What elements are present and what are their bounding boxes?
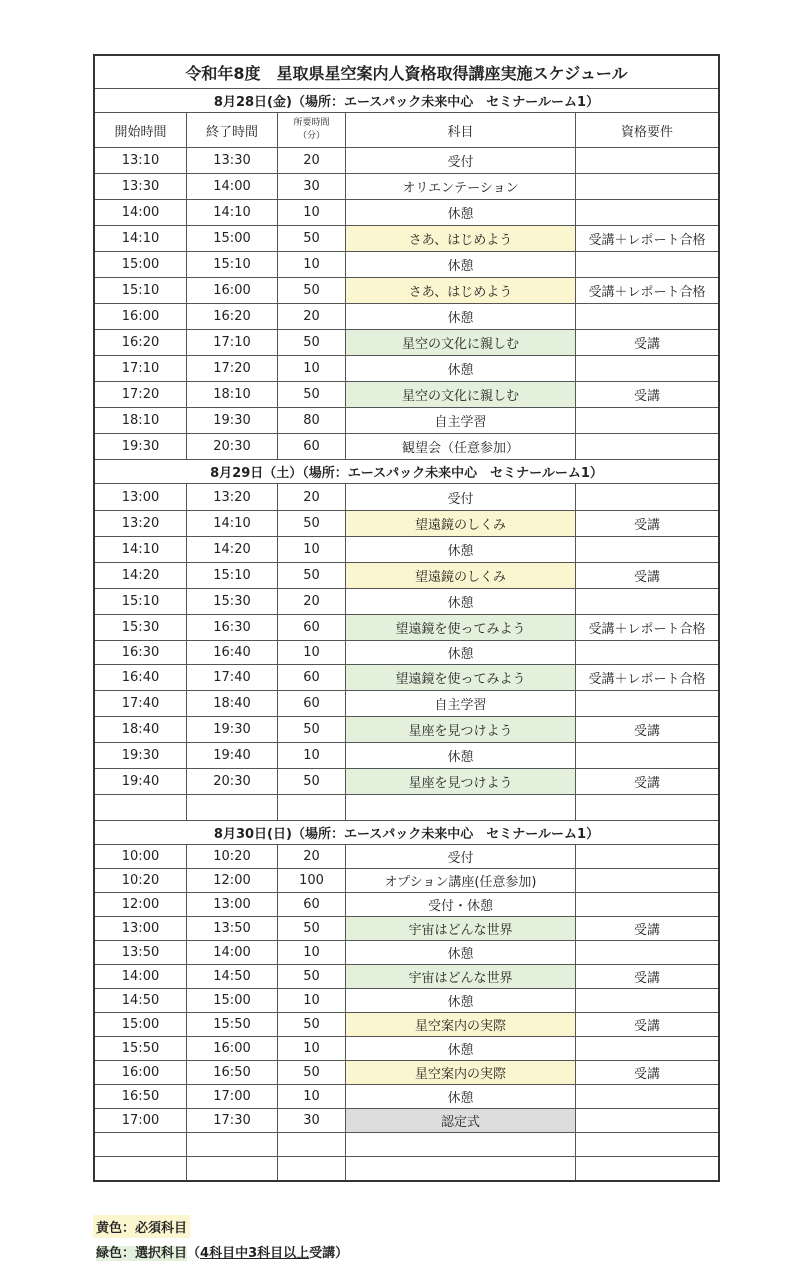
subject-cell <box>345 1133 575 1156</box>
qualification-cell: 受講＋レポート合格 <box>575 226 718 251</box>
start-time-cell: 14:10 <box>121 231 160 246</box>
table-row <box>95 690 718 716</box>
start-time-cell: 18:10 <box>121 413 160 428</box>
duration-cell: 50 <box>277 563 345 588</box>
legend-selective-text: 緑色：選択科目 <box>96 1246 188 1261</box>
start-time-cell: 19:30 <box>121 748 160 763</box>
duration-cell: 60 <box>277 615 345 640</box>
duration-cell: 60 <box>277 665 345 690</box>
duration-cell: 10 <box>277 537 345 562</box>
table-row <box>95 588 718 614</box>
day-label: 8月30日(日)（場所：エースパック未来中心 セミナールーム1） <box>213 827 600 842</box>
duration-cell: 50 <box>277 511 345 536</box>
start-time-cell: 16:50 <box>121 1089 160 1104</box>
end-time-cell: 13:30 <box>186 148 277 173</box>
qualification-cell <box>575 691 718 716</box>
subject-cell: 星座を見つけよう <box>345 717 575 742</box>
subject-cell: さあ、はじめよう <box>345 278 575 303</box>
table-row <box>95 1108 718 1132</box>
subject-cell: さあ、はじめよう <box>345 226 575 251</box>
end-time-cell: 15:00 <box>186 226 277 251</box>
subject-cell <box>345 795 575 820</box>
qualification-cell <box>575 408 718 433</box>
start-time-cell: 13:20 <box>121 516 160 531</box>
duration-cell: 10 <box>277 743 345 768</box>
start-time-cell: 17:00 <box>121 1113 160 1128</box>
end-time-cell: 16:50 <box>186 1061 277 1084</box>
qualification-cell: 受講 <box>575 382 718 407</box>
column-header-row <box>95 112 718 147</box>
header-end: 終了時間 <box>186 113 277 147</box>
table-row <box>95 225 718 251</box>
start-time-cell: 17:40 <box>121 696 160 711</box>
qualification-cell: 受講 <box>575 330 718 355</box>
table-row <box>95 768 718 794</box>
duration-cell: 10 <box>277 252 345 277</box>
qualification-cell <box>575 589 718 614</box>
day-label: 8月29日（土）（場所：エースパック未来中心 セミナールーム1） <box>210 466 603 481</box>
start-time-cell: 15:10 <box>121 594 160 609</box>
duration-cell: 50 <box>277 769 345 794</box>
table-row <box>95 1084 718 1108</box>
end-time-cell: 13:50 <box>186 917 277 940</box>
qualification-cell <box>575 1157 718 1180</box>
start-time-cell <box>95 795 186 820</box>
duration-cell: 20 <box>277 589 345 614</box>
table-row <box>95 1156 718 1180</box>
table-row <box>95 892 718 916</box>
table-row <box>95 964 718 988</box>
start-time-cell: 17:10 <box>121 361 160 376</box>
table-row <box>95 433 718 459</box>
header-subject: 科目 <box>345 113 575 147</box>
legend-required-text: 黄色：必須科目 <box>96 1221 188 1236</box>
qualification-cell <box>575 1109 718 1132</box>
qualification-cell <box>575 304 718 329</box>
duration-cell <box>277 795 345 820</box>
start-time-cell: 15:00 <box>121 1017 160 1032</box>
day-header-row <box>95 88 718 112</box>
qualification-cell <box>575 174 718 199</box>
table-row <box>95 940 718 964</box>
qualification-cell <box>575 148 718 173</box>
qualification-cell <box>575 641 718 664</box>
qualification-cell: 受講 <box>575 1061 718 1084</box>
qualification-cell <box>575 1037 718 1060</box>
table-title-row <box>95 56 718 88</box>
qualification-cell: 受講 <box>575 965 718 988</box>
table-row <box>95 355 718 381</box>
schedule-table <box>93 54 720 1182</box>
end-time-cell: 18:40 <box>186 691 277 716</box>
duration-cell: 10 <box>277 200 345 225</box>
duration-cell: 100 <box>277 869 345 892</box>
table-row <box>95 664 718 690</box>
day-label: 8月28日(金)（場所：エースパック未来中心 セミナールーム1） <box>213 95 600 110</box>
start-time-cell: 17:20 <box>121 387 160 402</box>
duration-cell: 50 <box>277 1061 345 1084</box>
subject-cell: 休憩 <box>345 537 575 562</box>
end-time-cell: 17:40 <box>186 665 277 690</box>
end-time-cell: 14:10 <box>186 200 277 225</box>
duration-cell: 20 <box>277 484 345 510</box>
header-start: 開始時間 <box>114 124 167 140</box>
qualification-cell <box>575 941 718 964</box>
start-time-cell: 13:10 <box>121 153 160 168</box>
subject-cell: 休憩 <box>345 356 575 381</box>
table-row <box>95 303 718 329</box>
legend-selective <box>93 1240 351 1263</box>
qualification-cell <box>575 1085 718 1108</box>
duration-cell: 50 <box>277 917 345 940</box>
subject-cell: 望遠鏡を使ってみよう <box>345 665 575 690</box>
duration-cell: 50 <box>277 717 345 742</box>
end-time-cell: 16:40 <box>186 641 277 664</box>
table-row <box>95 1012 718 1036</box>
header-duration <box>277 113 345 147</box>
start-time-cell: 13:00 <box>121 921 160 936</box>
qualification-cell <box>575 989 718 1012</box>
subject-cell: 休憩 <box>345 941 575 964</box>
table-row <box>95 868 718 892</box>
start-time-cell: 14:00 <box>121 205 160 220</box>
subject-cell: 休憩 <box>345 989 575 1012</box>
start-time-cell <box>95 1133 186 1156</box>
table-row <box>95 716 718 742</box>
qualification-cell: 受講 <box>575 563 718 588</box>
end-time-cell: 19:30 <box>186 717 277 742</box>
duration-cell: 20 <box>277 304 345 329</box>
subject-cell: 休憩 <box>345 1085 575 1108</box>
end-time-cell: 13:00 <box>186 893 277 916</box>
end-time-cell <box>186 795 277 820</box>
start-time-cell: 16:00 <box>121 309 160 324</box>
end-time-cell: 15:10 <box>186 563 277 588</box>
end-time-cell: 14:50 <box>186 965 277 988</box>
qualification-cell <box>575 795 718 820</box>
subject-cell: 受付 <box>345 845 575 868</box>
end-time-cell: 16:00 <box>186 1037 277 1060</box>
qualification-cell <box>575 200 718 225</box>
start-time-cell: 19:30 <box>121 439 160 454</box>
subject-cell: 休憩 <box>345 641 575 664</box>
duration-cell: 30 <box>277 174 345 199</box>
subject-cell: 観望会（任意参加） <box>345 434 575 459</box>
end-time-cell: 19:30 <box>186 408 277 433</box>
end-time-cell: 19:40 <box>186 743 277 768</box>
end-time-cell: 17:10 <box>186 330 277 355</box>
table-row <box>95 147 718 173</box>
start-time-cell: 13:30 <box>121 179 160 194</box>
subject-cell: 受付・休憩 <box>345 893 575 916</box>
duration-cell: 50 <box>277 226 345 251</box>
duration-cell: 50 <box>277 1013 345 1036</box>
subject-cell: 自主学習 <box>345 408 575 433</box>
duration-cell: 80 <box>277 408 345 433</box>
end-time-cell: 15:50 <box>186 1013 277 1036</box>
end-time-cell: 16:30 <box>186 615 277 640</box>
subject-cell: 星空の文化に親しむ <box>345 382 575 407</box>
end-time-cell: 20:30 <box>186 434 277 459</box>
subject-cell: 認定式 <box>345 1109 575 1132</box>
table-row <box>95 562 718 588</box>
end-time-cell: 18:10 <box>186 382 277 407</box>
day-header-row <box>95 459 718 483</box>
day-header-row <box>95 820 718 844</box>
start-time-cell: 15:00 <box>121 257 160 272</box>
subject-cell: 星空案内の実際 <box>345 1013 575 1036</box>
subject-cell: 宇宙はどんな世界 <box>345 965 575 988</box>
subject-cell: オリエンテーション <box>345 174 575 199</box>
table-row <box>95 251 718 277</box>
legend-selective-condition: 4科目中3科目以上 <box>200 1246 310 1261</box>
qualification-cell <box>575 893 718 916</box>
start-time-cell: 14:00 <box>121 969 160 984</box>
duration-cell: 50 <box>277 965 345 988</box>
table-row <box>95 510 718 536</box>
subject-cell <box>345 1157 575 1180</box>
duration-cell: 10 <box>277 641 345 664</box>
duration-cell: 60 <box>277 434 345 459</box>
header-qualification: 資格要件 <box>575 113 718 147</box>
table-row <box>95 640 718 664</box>
table-row <box>95 794 718 820</box>
table-row <box>95 483 718 510</box>
duration-cell: 60 <box>277 691 345 716</box>
table-row <box>95 614 718 640</box>
end-time-cell <box>186 1157 277 1180</box>
subject-cell: 受付 <box>345 148 575 173</box>
table-row <box>95 742 718 768</box>
qualification-cell <box>575 1133 718 1156</box>
table-row <box>95 199 718 225</box>
qualification-cell <box>575 869 718 892</box>
qualification-cell: 受講 <box>575 717 718 742</box>
start-time-cell: 14:50 <box>121 993 160 1008</box>
start-time-cell: 16:00 <box>121 1065 160 1080</box>
subject-cell: 休憩 <box>345 252 575 277</box>
header-duration-top: 所要時間 <box>293 118 330 128</box>
qualification-cell <box>575 434 718 459</box>
start-time-cell: 14:20 <box>121 568 160 583</box>
start-time-cell: 15:50 <box>121 1041 160 1056</box>
end-time-cell: 17:00 <box>186 1085 277 1108</box>
legend-required <box>93 1215 190 1238</box>
subject-cell: オプション講座(任意参加) <box>345 869 575 892</box>
start-time-cell <box>95 1157 186 1180</box>
qualification-cell <box>575 537 718 562</box>
start-time-cell: 10:00 <box>121 849 160 864</box>
end-time-cell: 14:00 <box>186 174 277 199</box>
qualification-cell <box>575 743 718 768</box>
table-row <box>95 916 718 940</box>
qualification-cell <box>575 484 718 510</box>
qualification-cell: 受講 <box>575 1013 718 1036</box>
subject-cell: 自主学習 <box>345 691 575 716</box>
end-time-cell: 20:30 <box>186 769 277 794</box>
start-time-cell: 16:30 <box>121 645 160 660</box>
duration-cell: 60 <box>277 893 345 916</box>
start-time-cell: 19:40 <box>121 774 160 789</box>
end-time-cell: 12:00 <box>186 869 277 892</box>
duration-cell: 30 <box>277 1109 345 1132</box>
start-time-cell: 13:50 <box>121 945 160 960</box>
qualification-cell: 受講 <box>575 511 718 536</box>
end-time-cell: 17:20 <box>186 356 277 381</box>
qualification-cell: 受講＋レポート合格 <box>575 665 718 690</box>
start-time-cell: 16:20 <box>121 335 160 350</box>
qualification-cell: 受講 <box>575 917 718 940</box>
duration-cell: 50 <box>277 382 345 407</box>
table-row <box>95 1060 718 1084</box>
end-time-cell <box>186 1133 277 1156</box>
end-time-cell: 15:10 <box>186 252 277 277</box>
subject-cell: 休憩 <box>345 743 575 768</box>
duration-cell: 20 <box>277 845 345 868</box>
start-time-cell: 15:30 <box>121 620 160 635</box>
table-row <box>95 1132 718 1156</box>
start-time-cell: 12:00 <box>121 897 160 912</box>
end-time-cell: 17:30 <box>186 1109 277 1132</box>
subject-cell: 望遠鏡のしくみ <box>345 563 575 588</box>
table-row <box>95 988 718 1012</box>
header-duration-bottom: （分） <box>297 131 325 141</box>
end-time-cell: 16:00 <box>186 278 277 303</box>
subject-cell: 受付 <box>345 484 575 510</box>
table-row <box>95 844 718 868</box>
end-time-cell: 14:00 <box>186 941 277 964</box>
qualification-cell <box>575 252 718 277</box>
duration-cell <box>277 1157 345 1180</box>
duration-cell: 10 <box>277 989 345 1012</box>
duration-cell: 50 <box>277 330 345 355</box>
duration-cell: 10 <box>277 1037 345 1060</box>
subject-cell: 星座を見つけよう <box>345 769 575 794</box>
subject-cell: 宇宙はどんな世界 <box>345 917 575 940</box>
duration-cell <box>277 1133 345 1156</box>
table-row <box>95 173 718 199</box>
subject-cell: 望遠鏡を使ってみよう <box>345 615 575 640</box>
subject-cell: 休憩 <box>345 200 575 225</box>
table-row <box>95 536 718 562</box>
qualification-cell: 受講＋レポート合格 <box>575 615 718 640</box>
duration-cell: 50 <box>277 278 345 303</box>
table-row <box>95 1036 718 1060</box>
subject-cell: 星空の文化に親しむ <box>345 330 575 355</box>
qualification-cell: 受講＋レポート合格 <box>575 278 718 303</box>
qualification-cell <box>575 356 718 381</box>
table-title: 令和年8度 星取県星空案内人資格取得講座実施スケジュール <box>185 63 628 83</box>
end-time-cell: 16:20 <box>186 304 277 329</box>
qualification-cell: 受講 <box>575 769 718 794</box>
start-time-cell: 10:20 <box>121 873 160 888</box>
subject-cell: 休憩 <box>345 304 575 329</box>
qualification-cell <box>575 845 718 868</box>
end-time-cell: 14:10 <box>186 511 277 536</box>
table-row <box>95 277 718 303</box>
start-time-cell: 15:10 <box>121 283 160 298</box>
start-time-cell: 14:10 <box>121 542 160 557</box>
start-time-cell: 16:40 <box>121 670 160 685</box>
end-time-cell: 13:20 <box>186 484 277 510</box>
end-time-cell: 14:20 <box>186 537 277 562</box>
duration-cell: 10 <box>277 356 345 381</box>
subject-cell: 休憩 <box>345 1037 575 1060</box>
subject-cell: 星空案内の実際 <box>345 1061 575 1084</box>
table-row <box>95 381 718 407</box>
duration-cell: 10 <box>277 1085 345 1108</box>
end-time-cell: 10:20 <box>186 845 277 868</box>
end-time-cell: 15:30 <box>186 589 277 614</box>
start-time-cell: 13:00 <box>121 489 160 505</box>
end-time-cell: 15:00 <box>186 989 277 1012</box>
table-row <box>95 407 718 433</box>
duration-cell: 20 <box>277 148 345 173</box>
table-row <box>95 329 718 355</box>
start-time-cell: 18:40 <box>121 722 160 737</box>
duration-cell: 10 <box>277 941 345 964</box>
legend-selective-close: 受講） <box>309 1246 349 1261</box>
subject-cell: 望遠鏡のしくみ <box>345 511 575 536</box>
subject-cell: 休憩 <box>345 589 575 614</box>
legend-selective-open: （ <box>187 1246 201 1261</box>
